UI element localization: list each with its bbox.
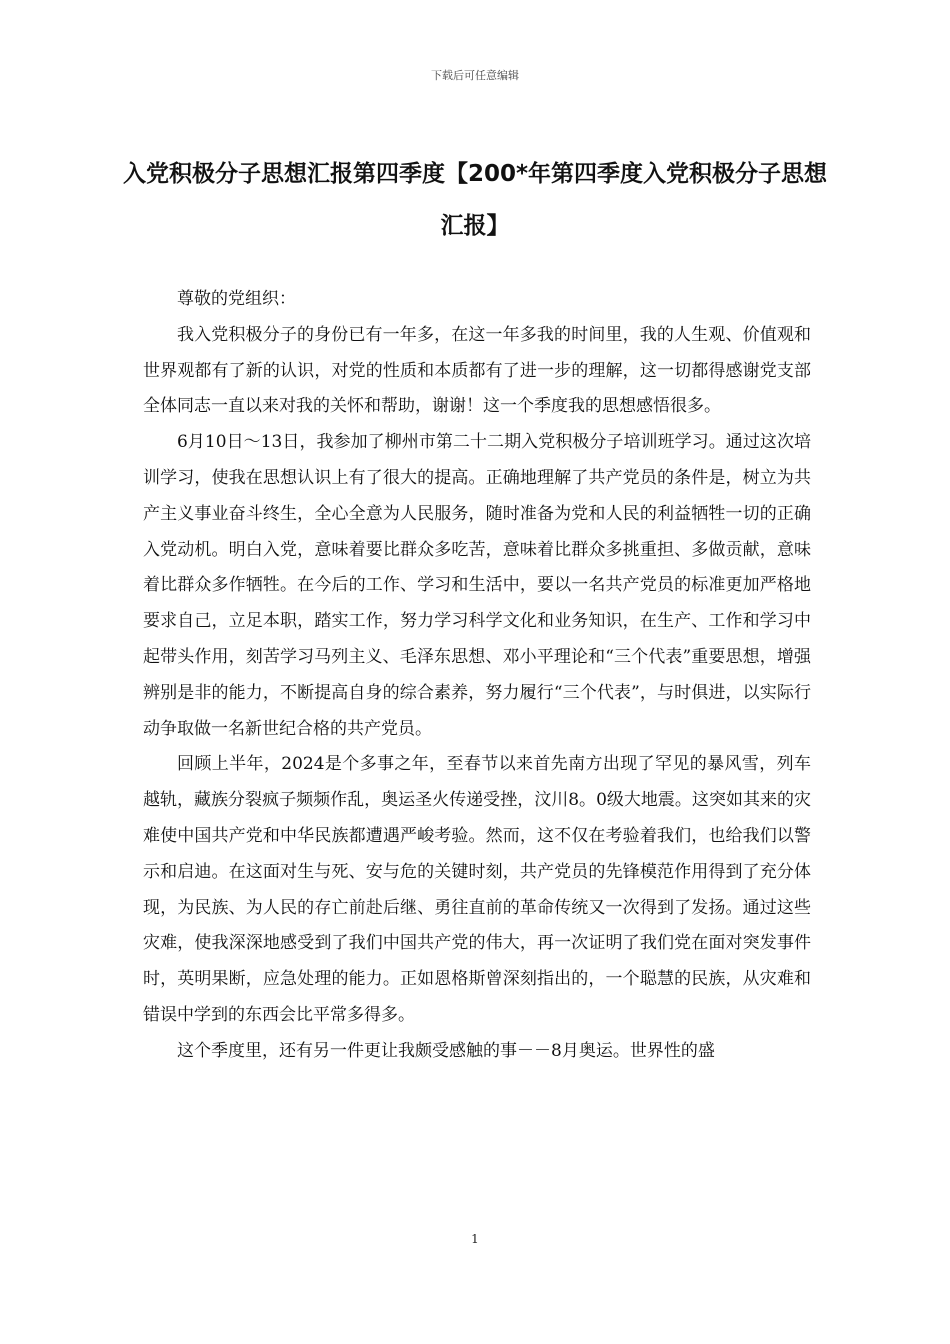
- paragraph-3: 回顾上半年，2024是个多事之年，至春节以来首先南方出现了罕见的暴风雪，列车越轨，藏族分裂疯子频频作乱，奥运圣火传递受挫，汶川8。0级大地震。这突如其来的灾难使中国共产党和中华民族都遭遇严峻考验。然而，这不仅在考验着我们，也给我们以警示和启迪。在这面对生与死、安与危的关键时刻，共产党员的先锋模范作用得到了充分体现，为民族、为人民的存亡前赴后继、勇往直前的革命传统又一次得到了发扬。通过这些灾难，使我深深地感受到了我们中国共产党的伟大，再一次证明了我们党在面对突发事件时，英明果断，应急处理的能力。正如恩格斯曾深刻指出的，一个聪慧的民族，从灾难和错误中学到的东西会比平常多得多。: [143, 754, 811, 1025]
- document-body: [143, 282, 811, 1070]
- header-note: 下载后可任意编辑: [431, 69, 519, 82]
- salutation: 尊敬的党组织：: [177, 289, 296, 309]
- document-title: 入党积极分子思想汇报第四季度【200*年第四季度入党积极分子思想汇报】: [122, 161, 828, 239]
- page-number: 1: [471, 1232, 479, 1246]
- paragraph-2: 6月10日～13日，我参加了柳州市第二十二期入党积极分子培训班学习。通过这次培训学习，使我在思想认识上有了很大的提高。正确地理解了共产党员的条件是，树立为共产主义事业奋斗终生，全心全意为人民服务，随时准备为党和人民的利益牺牲一切的正确入党动机。明白入党，意味着要比群众多吃苦，意味着比群众多挑重担、多做贡献，意味着比群众多作牺牲。在今后的工作、学习和生活中，要以一名共产党员的标准更加严格地要求自己，立足本职，踏实工作，努力学习科学文化和业务知识，在生产、工作和学习中起带头作用，刻苦学习马列主义、毛泽东思想、邓小平理论和“三个代表”重要思想，增强辨别是非的能力，不断提高自身的综合素养，努力履行“三个代表”，与时俱进，以实际行动争取做一名新世纪合格的共产党员。: [143, 432, 811, 739]
- paragraph-1: 我入党积极分子的身份已有一年多，在这一年多我的时间里，我的人生观、价值观和世界观都有了新的认识，对党的性质和本质都有了进一步的理解，这一切都得感谢党支部全体同志一直以来对我的关怀和帮助，谢谢！这一个季度我的思想感悟很多。: [143, 324, 811, 417]
- paragraph-4: 这个季度里，还有另一件更让我颇受感触的事－－8月奥运。世界性的盛: [177, 1040, 715, 1061]
